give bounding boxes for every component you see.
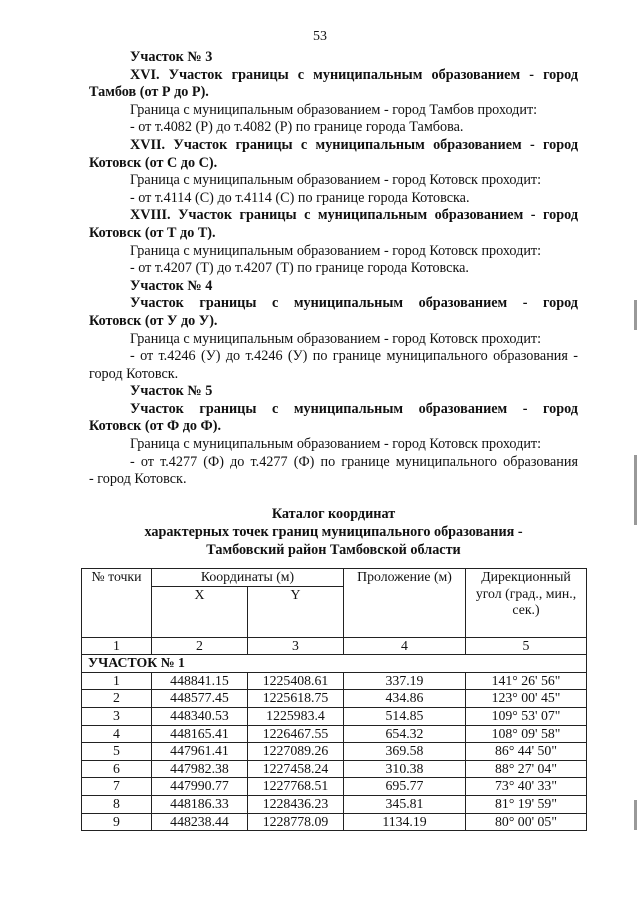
- table-row: [82, 707, 587, 725]
- catalog-title-line: Тамбовский район Тамбовской области: [206, 541, 461, 558]
- scan-edge-mark: [634, 800, 637, 830]
- table-row: [82, 672, 587, 690]
- coord-y: 1227768.51: [248, 778, 344, 796]
- coord-x: 448186.33: [152, 795, 248, 813]
- section-heading-line: Участок № 4: [130, 277, 213, 294]
- section-heading-line: XVIII. Участок границы с муниципальным образованием - город: [130, 207, 578, 224]
- header-length: Проложение (м): [344, 569, 466, 638]
- section-heading-line: XVI. Участок границы с муниципальным образованием - город: [130, 66, 578, 83]
- paragraph-line: Граница с муниципальным образованием - город Котовск проходит:: [130, 436, 542, 453]
- header-point: № точки: [82, 569, 152, 638]
- section-heading-line: Тамбов (от Р до Р).: [89, 84, 209, 101]
- section-heading: УЧАСТОК № 1: [82, 655, 587, 673]
- paragraph-line: - от т.4207 (Т) до т.4207 (Т) по границе города Котовска.: [130, 260, 469, 277]
- direction-angle: 81° 19' 59": [466, 795, 587, 813]
- paragraph-line: город Котовск.: [89, 365, 179, 382]
- direction-angle: 123° 00' 45": [466, 690, 587, 708]
- section-heading-line: Участок № 3: [130, 49, 213, 65]
- coord-x: 447961.41: [152, 743, 248, 761]
- table-row: [82, 778, 587, 796]
- coordinates-table: [81, 568, 587, 831]
- coord-y: 1228778.09: [248, 813, 344, 831]
- section-heading-line: Участок № 5: [130, 383, 213, 400]
- coord-x: 448340.53: [152, 707, 248, 725]
- section-heading-line: Котовск (от У до У).: [89, 312, 218, 329]
- direction-angle: 109° 53' 07": [466, 707, 587, 725]
- length: 514.85: [344, 707, 466, 725]
- coord-x: 447990.77: [152, 778, 248, 796]
- direction-angle: 86° 44' 50": [466, 743, 587, 761]
- coord-y: 1228436.23: [248, 795, 344, 813]
- catalog-title-line: Каталог координат: [271, 506, 396, 522]
- length: 369.58: [344, 743, 466, 761]
- coord-x: 447982.38: [152, 760, 248, 778]
- length: 654.32: [344, 725, 466, 743]
- length: 310.38: [344, 760, 466, 778]
- length: 1134.19: [344, 813, 466, 831]
- col-number: 5: [466, 637, 587, 655]
- length: 695.77: [344, 778, 466, 796]
- direction-angle: 80° 00' 05": [466, 813, 587, 831]
- coord-y: 1227089.26: [248, 743, 344, 761]
- point-number: 3: [82, 707, 152, 725]
- point-number: 6: [82, 760, 152, 778]
- point-number: 2: [82, 690, 152, 708]
- coord-x: 448238.44: [152, 813, 248, 831]
- coord-x: 448841.15: [152, 672, 248, 690]
- point-number: 8: [82, 795, 152, 813]
- body-text: [89, 49, 578, 489]
- coord-x: 448577.45: [152, 690, 248, 708]
- paragraph-line: Граница с муниципальным образованием - город Котовск проходит:: [130, 330, 542, 347]
- paragraph-line: - от т.4082 (Р) до т.4082 (Р) по границе города Тамбова.: [130, 119, 464, 136]
- paragraph-line: - от т.4277 (Ф) до т.4277 (Ф) по границе муниципального образования: [130, 453, 578, 470]
- point-number: 9: [82, 813, 152, 831]
- point-number: 4: [82, 725, 152, 743]
- col-number: 3: [248, 637, 344, 655]
- section-heading-line: Участок границы с муниципальным образованием - город: [130, 400, 578, 417]
- coord-y: 1225408.61: [248, 672, 344, 690]
- length: 337.19: [344, 672, 466, 690]
- paragraph-line: Граница с муниципальным образованием - город Котовск проходит:: [130, 242, 542, 259]
- header-coords: Координаты (м): [152, 569, 344, 587]
- section-heading-line: Котовск (от Ф до Ф).: [89, 418, 222, 435]
- coord-y: 1226467.55: [248, 725, 344, 743]
- coord-y: 1227458.24: [248, 760, 344, 778]
- point-number: 5: [82, 743, 152, 761]
- section-heading-line: Котовск (от Т до Т).: [89, 224, 216, 241]
- paragraph-line: - город Котовск.: [89, 471, 187, 488]
- point-number: 7: [82, 778, 152, 796]
- paragraph-line: Граница с муниципальным образованием - город Тамбов проходит:: [130, 101, 538, 118]
- coord-y: 1225618.75: [248, 690, 344, 708]
- direction-angle: 88° 27' 04": [466, 760, 587, 778]
- direction-angle: 141° 26' 56": [466, 672, 587, 690]
- direction-angle: 73° 40' 33": [466, 778, 587, 796]
- header-x: X: [152, 586, 248, 637]
- paragraph-line: Граница с муниципальным образованием - город Котовск проходит:: [130, 172, 542, 189]
- point-number: 1: [82, 672, 152, 690]
- section-heading-line: Участок границы с муниципальным образованием - город: [130, 295, 578, 312]
- catalog-title: [89, 506, 578, 559]
- table-row: [82, 760, 587, 778]
- coord-y: 1225983.4: [248, 707, 344, 725]
- table-row: [82, 725, 587, 743]
- catalog-title-line: характерных точек границ муниципального образования -: [144, 523, 523, 540]
- length: 434.86: [344, 690, 466, 708]
- header-angle: Дирекционный угол (град., мин., сек.): [466, 569, 587, 638]
- table-row: [82, 795, 587, 813]
- section-heading-line: XVII. Участок границы с муниципальным образованием - город: [130, 136, 578, 153]
- col-number: 1: [82, 637, 152, 655]
- table-row: [82, 813, 587, 831]
- paragraph-line: - от т.4114 (С) до т.4114 (С) по границе города Котовска.: [130, 189, 470, 206]
- col-number: 2: [152, 637, 248, 655]
- table-row: [82, 743, 587, 761]
- header-y: Y: [248, 586, 344, 637]
- paragraph-line: - от т.4246 (У) до т.4246 (У) по границе муниципального образования -: [130, 348, 578, 365]
- scan-edge-mark: [634, 300, 637, 330]
- length: 345.81: [344, 795, 466, 813]
- direction-angle: 108° 09' 58": [466, 725, 587, 743]
- page-number: 53: [313, 29, 327, 44]
- coord-x: 448165.41: [152, 725, 248, 743]
- scan-edge-mark: [634, 455, 637, 525]
- table-row: [82, 690, 587, 708]
- section-heading-line: Котовск (от С до С).: [89, 154, 218, 171]
- col-number: 4: [344, 637, 466, 655]
